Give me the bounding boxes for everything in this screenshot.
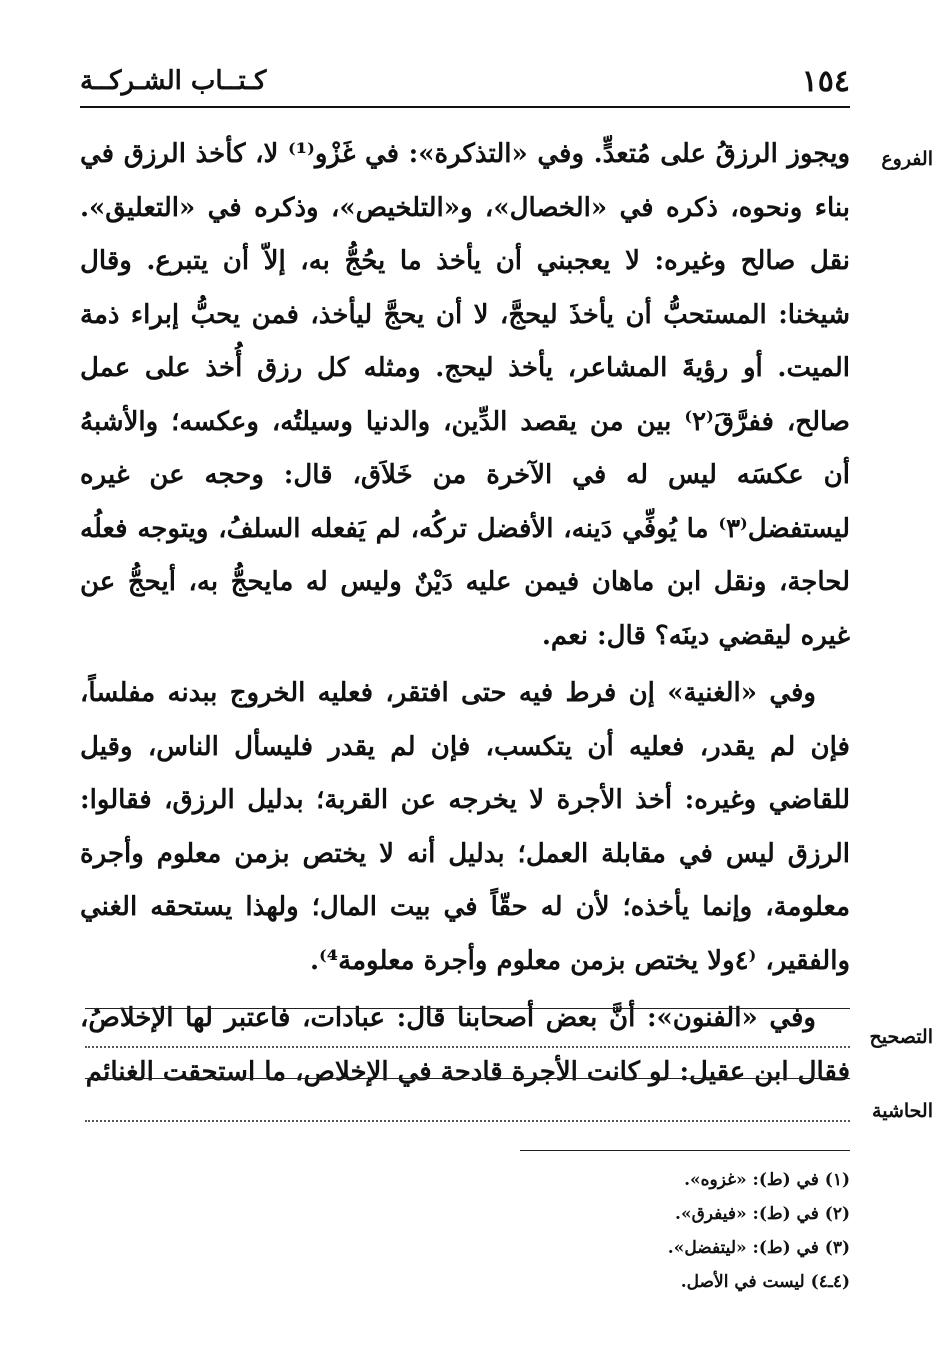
correction-dotted-line xyxy=(85,1046,850,1048)
annotation-dotted-line xyxy=(85,1120,850,1122)
footnote-3: (٣) في (ط): «ليتفضل». xyxy=(667,1238,850,1258)
margin-label-correction: التصحيح xyxy=(869,1026,933,1048)
footnote-1: (١) في (ط): «غزوه». xyxy=(684,1170,850,1190)
footnote-2: (٢) في (ط): «فيفرق». xyxy=(675,1204,850,1224)
footnote-4: (٤ـ٤) ليست في الأصل. xyxy=(680,1272,850,1292)
paragraph-3: وفي «الفنون»: أنَّ بعض أصحابنا قال: عبادات، فاعتبر لها الإخلاصُ، فقال ابن عقيل: لو كانت الأجرة قادحة في الإخلاص، ما استحقت الغنائم xyxy=(80,1003,850,1087)
page-number: ١٥٤ xyxy=(801,64,850,99)
footnotes xyxy=(450,1163,850,1299)
margin-label-branches: الفروع xyxy=(881,148,933,170)
margin-label-annotation: الحاشية xyxy=(872,1100,933,1122)
footnote-rule xyxy=(520,1150,850,1151)
correction-top-rule xyxy=(85,1008,850,1009)
running-title: كـتــاب الشـركــة xyxy=(80,66,267,96)
page-header xyxy=(80,62,850,102)
header-rule xyxy=(80,106,850,108)
paragraph-2: وفي «الغنية» إن فرط فيه حتى افتقر، فعليه الخروج ببدنه مفلساً، فإن لم يقدر، فعليه أن يتكسب، فإن لم يقدر فليسأل الناس، وقيل للقاضي وغيره: أخذ الأجرة لا يخرجه عن القربة؛ بدليل الرزق، فقالوا: الرزق ليس في مقابلة العمل؛ بدليل أنه لا يختص بزمن معلوم وأجرة معلومة، وإنما يأخذه؛ لأن له حقّاً في بيت المال؛ ولهذا يستحقه الغني والفقير، ⁽٤ولا يختص بزمن معلوم وأجرة معلومة⁴⁾. xyxy=(80,678,850,976)
main-text xyxy=(80,128,850,1103)
paragraph-1: ويجوز الرزقُ على مُتعدٍّ. وفي «التذكرة»: في غَزْو⁽¹⁾ لا، كأخذ الرزق في بناء ونحوه، ذكره في «الخصال»، و«التلخيص»، وذكره في «التعليق». نقل صالح وغيره: لا يعجبني أن يأخذ ما يحُجُّ به، إلاّ أن يتبرع. وقال شيخنا: المستحبُّ أن يأخذَ ليحجَّ، لا أن يحجَّ ليأخذ، فمن يحبُّ إبراء ذمة الميت. أو رؤيةَ المشاعر، يأخذ ليحج. ومثله كل رزق أُخذ على عمل صالح، ففرَّقَ⁽٢⁾ بين من يقصد الدِّين، والدنيا وسيلتُه، وعكسه؛ والأشبهُ أن عكسَه ليس له في الآخرة من خَلاَق، قال: وحجه عن غيره ليستفضل⁽٣⁾ ما يُوفِّي دَينه، الأفضل تركُه، لم يَفعله السلفُ، ويتوجه فعلُه لحاجة، ونقل ابن ماهان فيمن عليه دَيْنٌ وليس له مايحجُّ به، أيحجُّ عن غيره ليقضي دينَه؟ قال: نعم. xyxy=(80,139,850,651)
annotation-top-rule xyxy=(85,1078,850,1079)
